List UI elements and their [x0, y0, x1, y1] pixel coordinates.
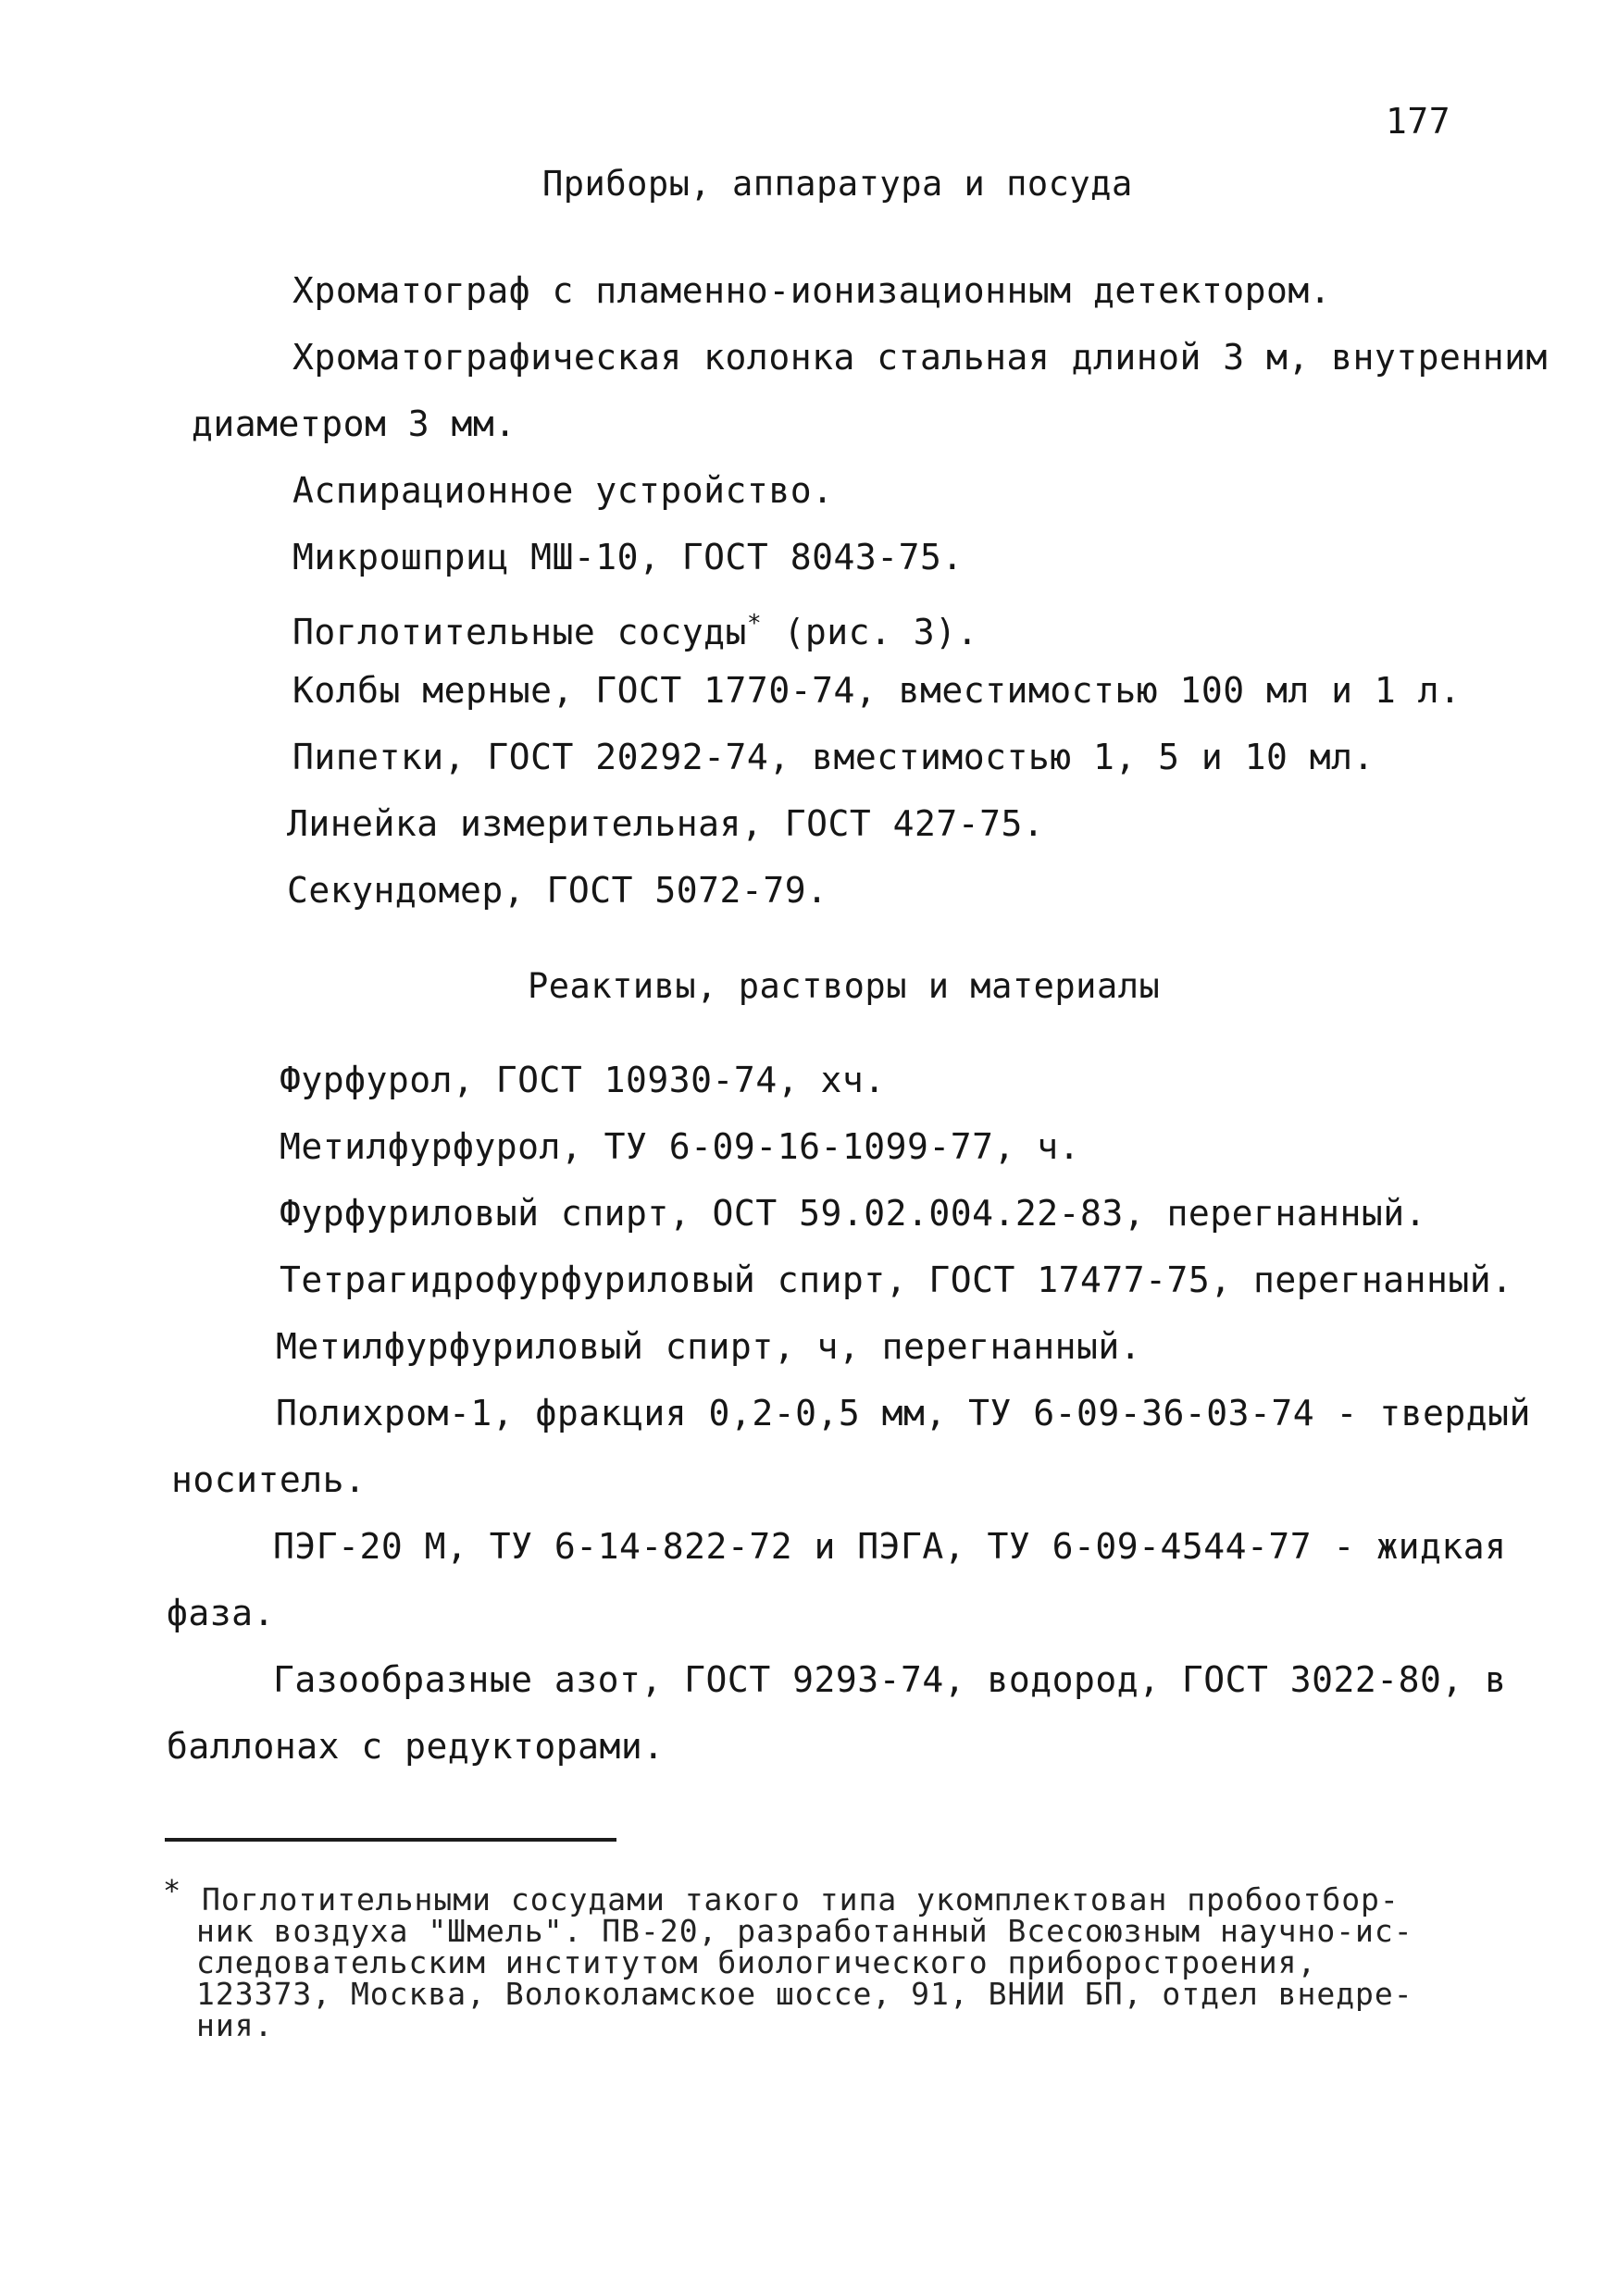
footnote-line: ник воздуха "Шмель". ПВ-20, разработанный Всесоюзным научно-ис-: [196, 1913, 1413, 1949]
absorber-text: Поглотительные сосуды: [292, 612, 747, 652]
text-line: Метилфурфурол, ТУ 6-09-16-1099-77, ч.: [280, 1126, 1080, 1167]
text-line: носитель.: [171, 1459, 367, 1500]
text-line: Газообразные азот, ГОСТ 9293-74, водород, ГОСТ 3022-80, в: [273, 1659, 1507, 1700]
text-line: Фурфуриловый спирт, ОСТ 59.02.004.22-83, перегнанный.: [280, 1193, 1427, 1234]
text-line: Линейка измерительная, ГОСТ 427-75.: [287, 803, 1045, 844]
text-line: Пипетки, ГОСТ 20292-74, вместимостью 1, 5 и 10 мл.: [292, 737, 1375, 777]
text-line: баллонах с редукторами.: [167, 1726, 665, 1767]
footnote-line: Поглотительными сосудами такого типа укомплектован пробоотбор-: [202, 1881, 1400, 1917]
text-line: Секундомер, ГОСТ 5072-79.: [287, 870, 828, 911]
text-line: диаметром 3 мм.: [192, 403, 517, 444]
footnote-line: ния.: [196, 2007, 274, 2043]
text-line: Полихром-1, фракция 0,2-0,5 мм, ТУ 6-09-36-03-74 - твердый: [276, 1393, 1531, 1433]
footnote-line: 123373, Москва, Волоколамское шоссе, 91, ВНИИ БП, отдел внедре-: [196, 1976, 1413, 2012]
text-line-absorbers: [292, 602, 978, 653]
footnote-mark: *: [163, 1873, 181, 1908]
text-line: Метилфурфуриловый спирт, ч, перегнанный.: [276, 1326, 1142, 1367]
text-line: Микрошприц МШ-10, ГОСТ 8043-75.: [292, 537, 964, 577]
text-line: Тетрагидрофурфуриловый спирт, ГОСТ 17477-75, перегнанный.: [280, 1260, 1513, 1300]
text-line: Колбы мерные, ГОСТ 1770-74, вместимостью 100 мл и 1 л.: [292, 670, 1462, 711]
section-heading-reagents: Реактивы, растворы и материалы: [528, 966, 1161, 1006]
text-line: Аспирационное устройство.: [292, 470, 834, 511]
text-line: Хроматографическая колонка стальная длиной 3 м, внутренним: [292, 337, 1548, 378]
text-line: ПЭГ-20 М, ТУ 6-14-822-72 и ПЭГА, ТУ 6-09-4544-77 - жидкая: [273, 1526, 1507, 1567]
section-heading-instruments: Приборы, аппаратура и посуда: [542, 164, 1133, 204]
footnote-divider: [165, 1838, 616, 1842]
footnote-line: следовательским институтом биологического приборостроения,: [196, 1944, 1317, 1980]
text-line: Фурфурол, ГОСТ 10930-74, хч.: [280, 1060, 886, 1100]
footnote-reference-mark: *: [746, 610, 763, 638]
absorber-tail: (рис. 3).: [762, 612, 978, 652]
text-line: фаза.: [167, 1593, 275, 1633]
page-number: 177: [1386, 101, 1451, 142]
text-line: Хроматограф с пламенно-ионизационным детектором.: [292, 270, 1332, 311]
